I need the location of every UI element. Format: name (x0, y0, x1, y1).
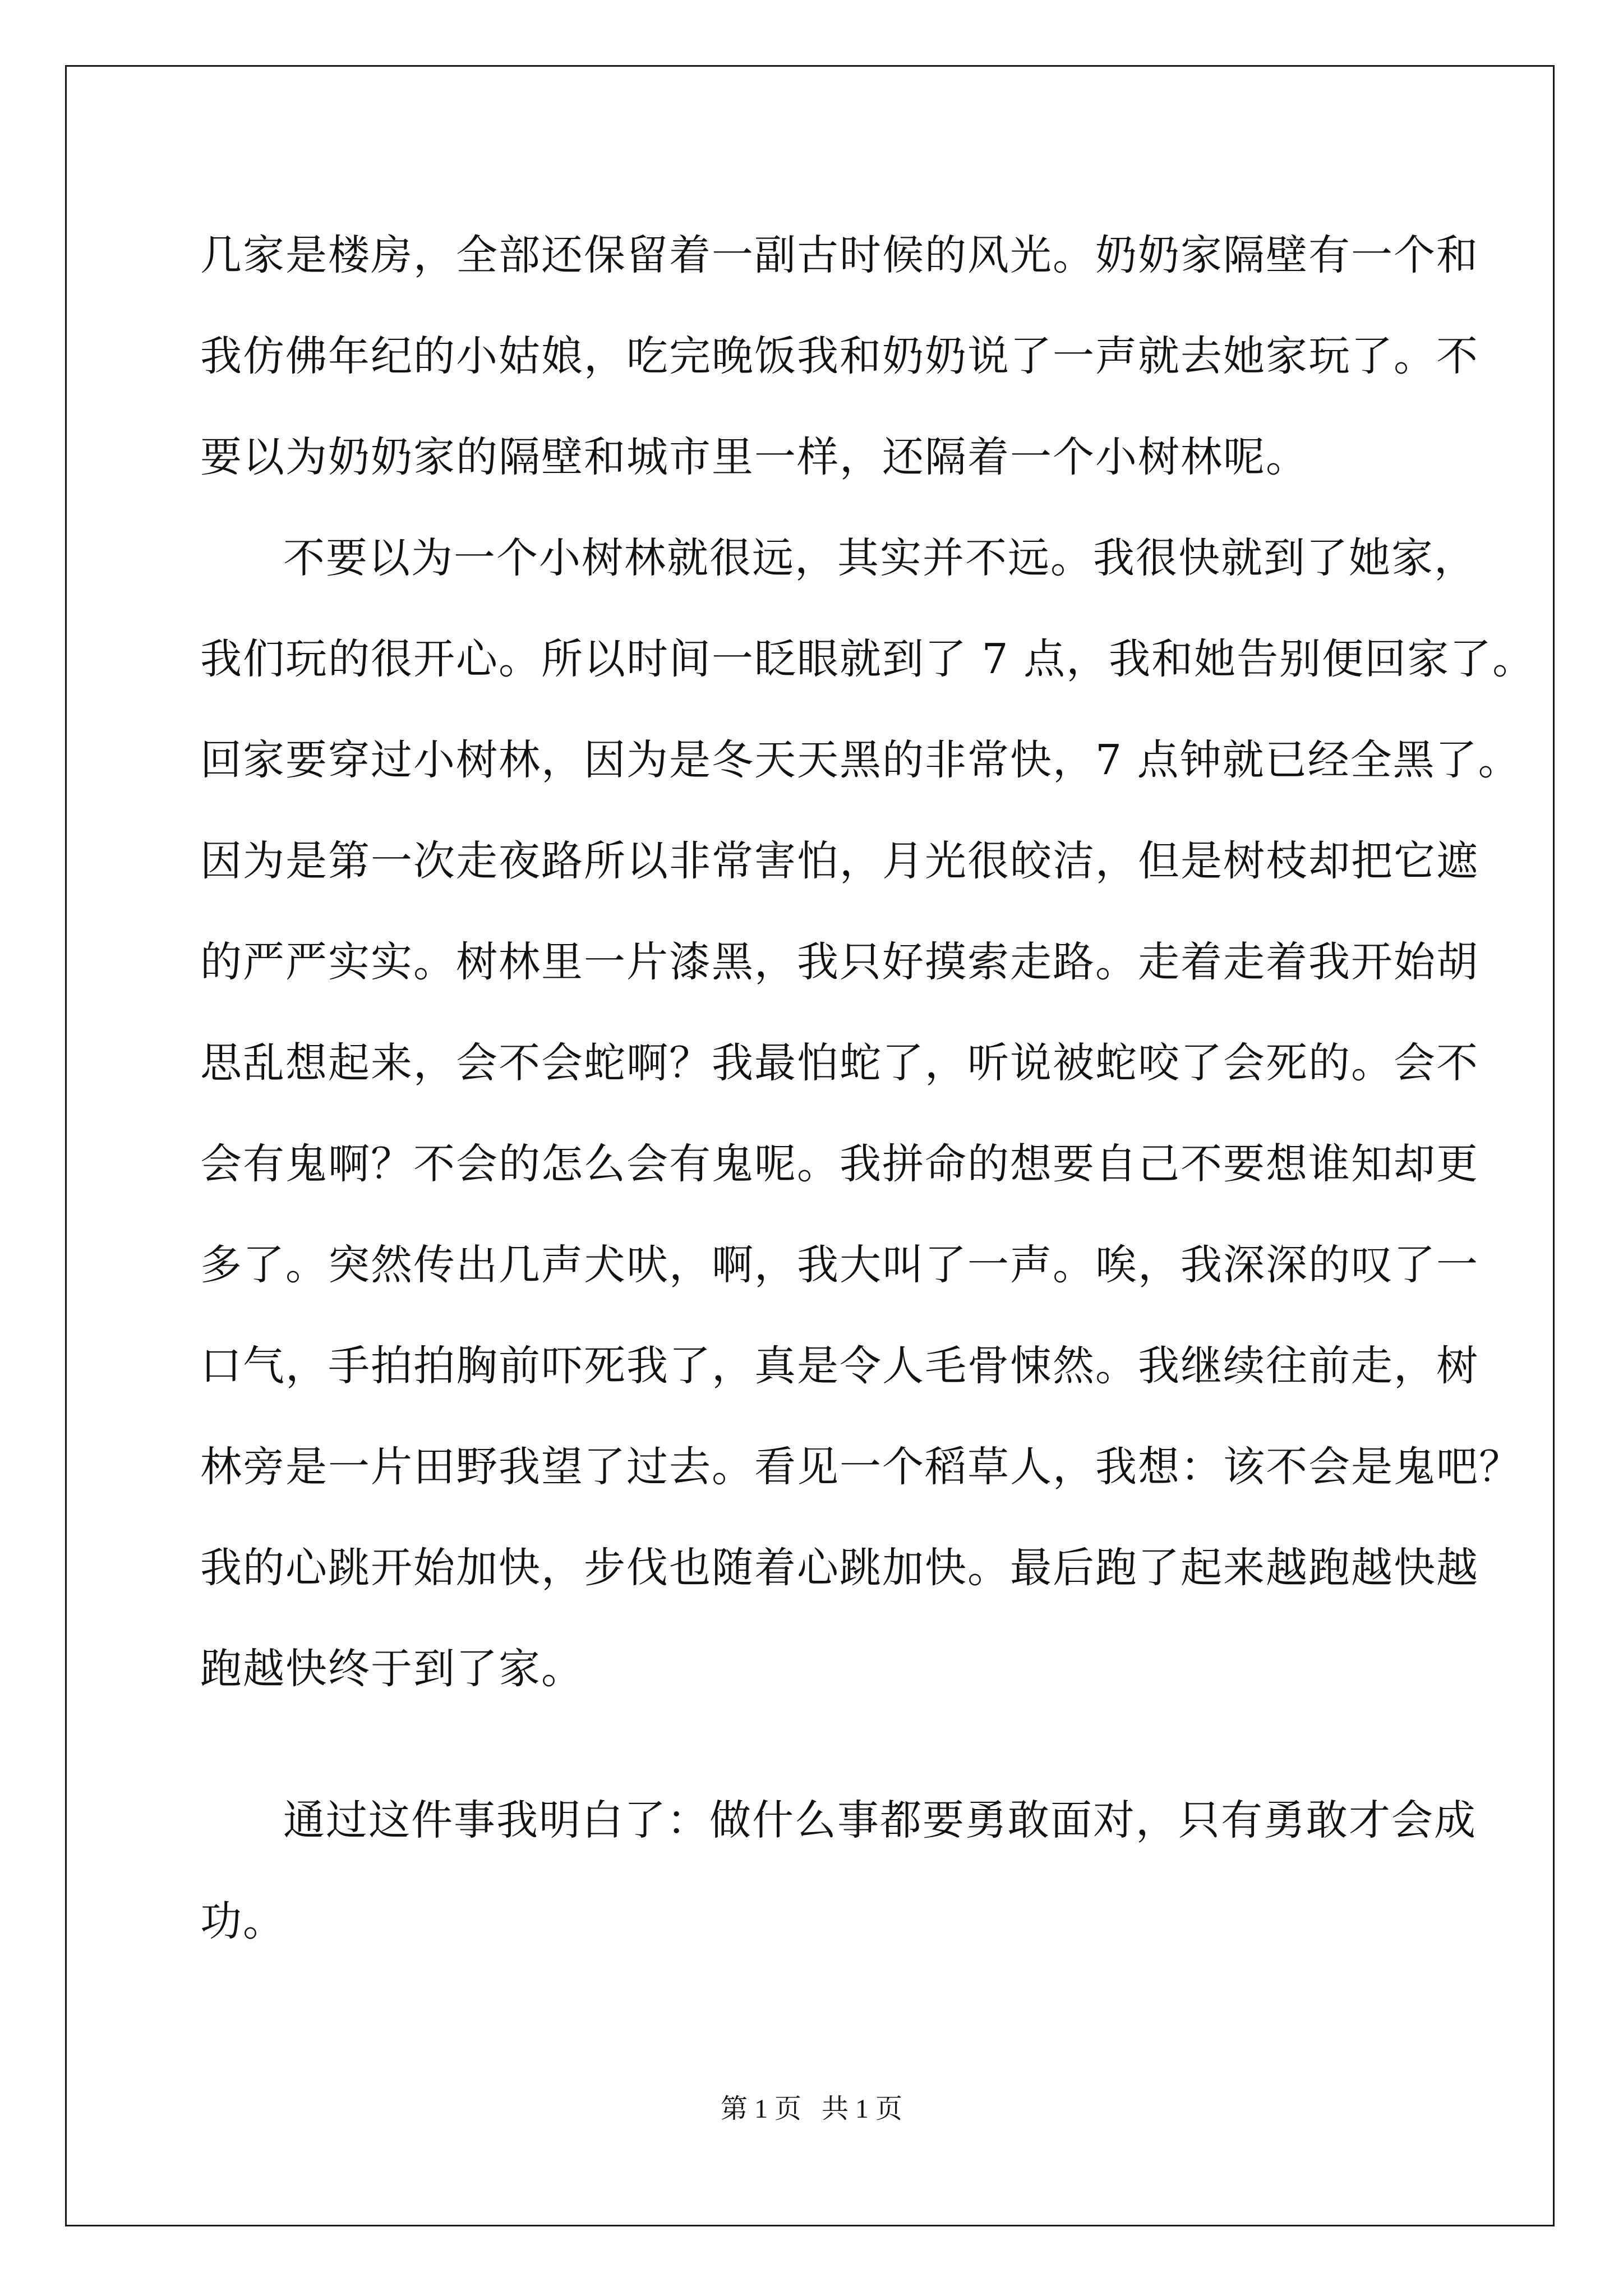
text-line: 会有鬼啊？不会的怎么会有鬼呢。我拼命的想要自己不要想谁知却更 (200, 1140, 1479, 1188)
text-line: 我的心跳开始加快，步伐也随着心跳加快。最后跑了起来越跑越快越 (200, 1544, 1479, 1592)
text-line: 功。 (200, 1897, 285, 1945)
text-line: 林旁是一片田野我望了过去。看见一个稻草人，我想：该不会是鬼吧？ (200, 1443, 1521, 1491)
text-line-paragraph-start: 通过这件事我明白了：做什么事都要勇敢面对，只有勇敢才会成 (283, 1796, 1477, 1844)
text-line: 我们玩的很开心。所以时间一眨眼就到了 7 点，我和她告别便回家了。 (200, 635, 1536, 683)
text-line: 思乱想起来，会不会蛇啊？我最怕蛇了，听说被蛇咬了会死的。会不 (200, 1039, 1479, 1087)
text-line: 要以为奶奶家的隔壁和城市里一样，还隔着一个小树林呢。 (200, 433, 1308, 481)
page-number-footer: 第 1 页 共 1 页 (720, 2094, 902, 2124)
text-line: 跑越快终于到了家。 (200, 1645, 584, 1693)
text-line: 我仿佛年纪的小姑娘，吃完晚饭我和奶奶说了一声就去她家玩了。不 (200, 332, 1479, 380)
text-line: 多了。突然传出几声犬吠，啊，我大叫了一声。唉，我深深的叹了一 (200, 1241, 1479, 1289)
text-line-paragraph-start: 不要以为一个小树林就很远，其实并不远。我很快就到了她家， (283, 534, 1477, 582)
text-line: 几家是楼房，全部还保留着一副古时候的风光。奶奶家隔壁有一个和 (200, 231, 1479, 279)
text-line: 因为是第一次走夜路所以非常害怕，月光很皎洁，但是树枝却把它遮 (200, 837, 1479, 885)
text-line: 口气，手拍拍胸前吓死我了，真是令人毛骨悚然。我继续往前走，树 (200, 1342, 1479, 1390)
text-line: 的严严实实。树林里一片漆黑，我只好摸索走路。走着走着我开始胡 (200, 938, 1479, 986)
text-line: 回家要穿过小树林，因为是冬天天黑的非常快，7 点钟就已经全黑了。 (200, 736, 1521, 784)
